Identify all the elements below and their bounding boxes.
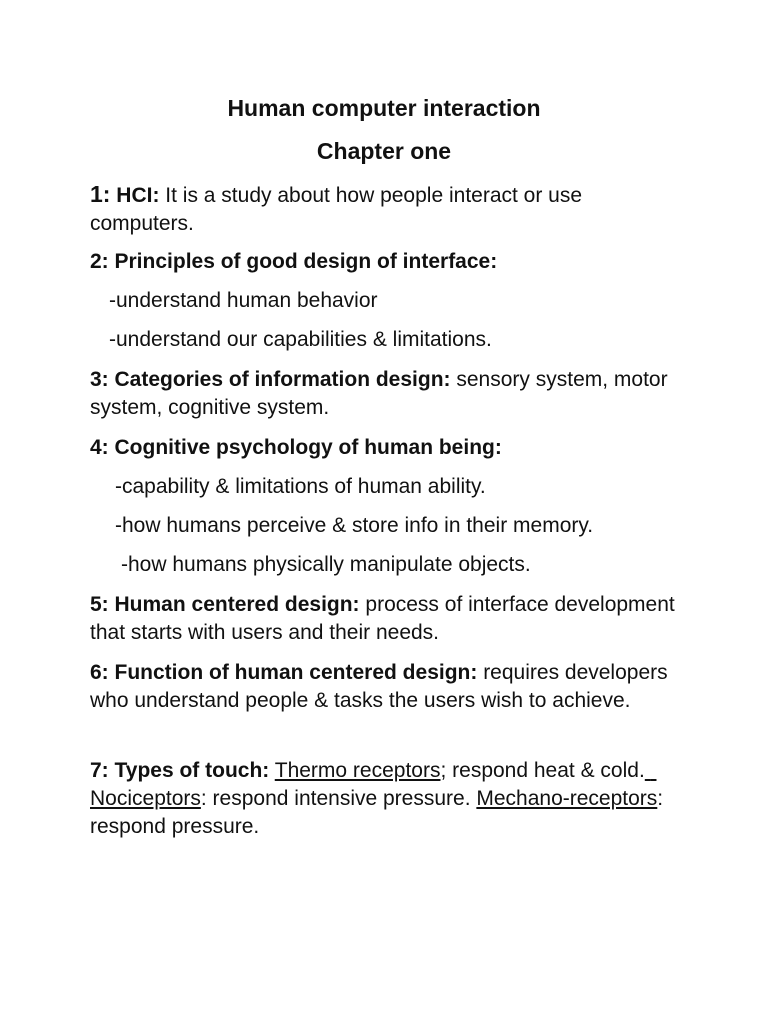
document-title: Human computer interaction — [227, 95, 541, 121]
term-nociceptors: Nociceptors — [90, 759, 657, 810]
chapter-heading: Chapter one — [316, 138, 452, 164]
bullet-item: -understand human behavior — [109, 289, 378, 312]
section-text: : respond intensive pressure. — [200, 787, 477, 810]
section-text: ; respond heat & cold. — [440, 759, 645, 782]
section-cognitive-label: 4: Cognitive psychology of human being: — [90, 436, 502, 459]
section-human-centered — [90, 591, 690, 647]
section-label: 7: Types of touch: — [90, 759, 270, 782]
section-text: requires developers who understand people & tasks the users wish to achieve. — [90, 661, 668, 712]
section-function — [90, 659, 690, 715]
bullet-item: -how humans physically manipulate objects. — [121, 553, 531, 576]
section-text: : respond pressure. — [90, 787, 664, 838]
bullet-item: -how humans perceive & store info in their memory. — [115, 514, 594, 537]
section-text: process of interface development that starts with users and their needs. — [90, 593, 675, 644]
section-categories — [90, 366, 690, 422]
section-hci — [90, 180, 690, 238]
section-label: 3: Categories of information design: — [90, 368, 451, 391]
section-text: It is a study about how people interact or use computers. — [90, 184, 583, 235]
bullet-item: -understand our capabilities & limitations. — [109, 328, 492, 351]
term-thermo-receptors: Thermo receptors — [274, 759, 441, 782]
term-mechano-receptors: Mechano-receptors — [476, 787, 658, 810]
section-touch — [90, 757, 690, 841]
bullet-item: -capability & limitations of human ability. — [115, 475, 486, 498]
section-number: 1: — [90, 181, 111, 207]
section-label: HCI: — [110, 184, 160, 207]
section-label: 5: Human centered design: — [90, 593, 360, 616]
section-text: sensory system, motor system, cognitive system. — [90, 368, 668, 419]
section-principles-label: 2: Principles of good design of interface: — [90, 250, 498, 273]
section-label: 6: Function of human centered design: — [90, 661, 478, 684]
